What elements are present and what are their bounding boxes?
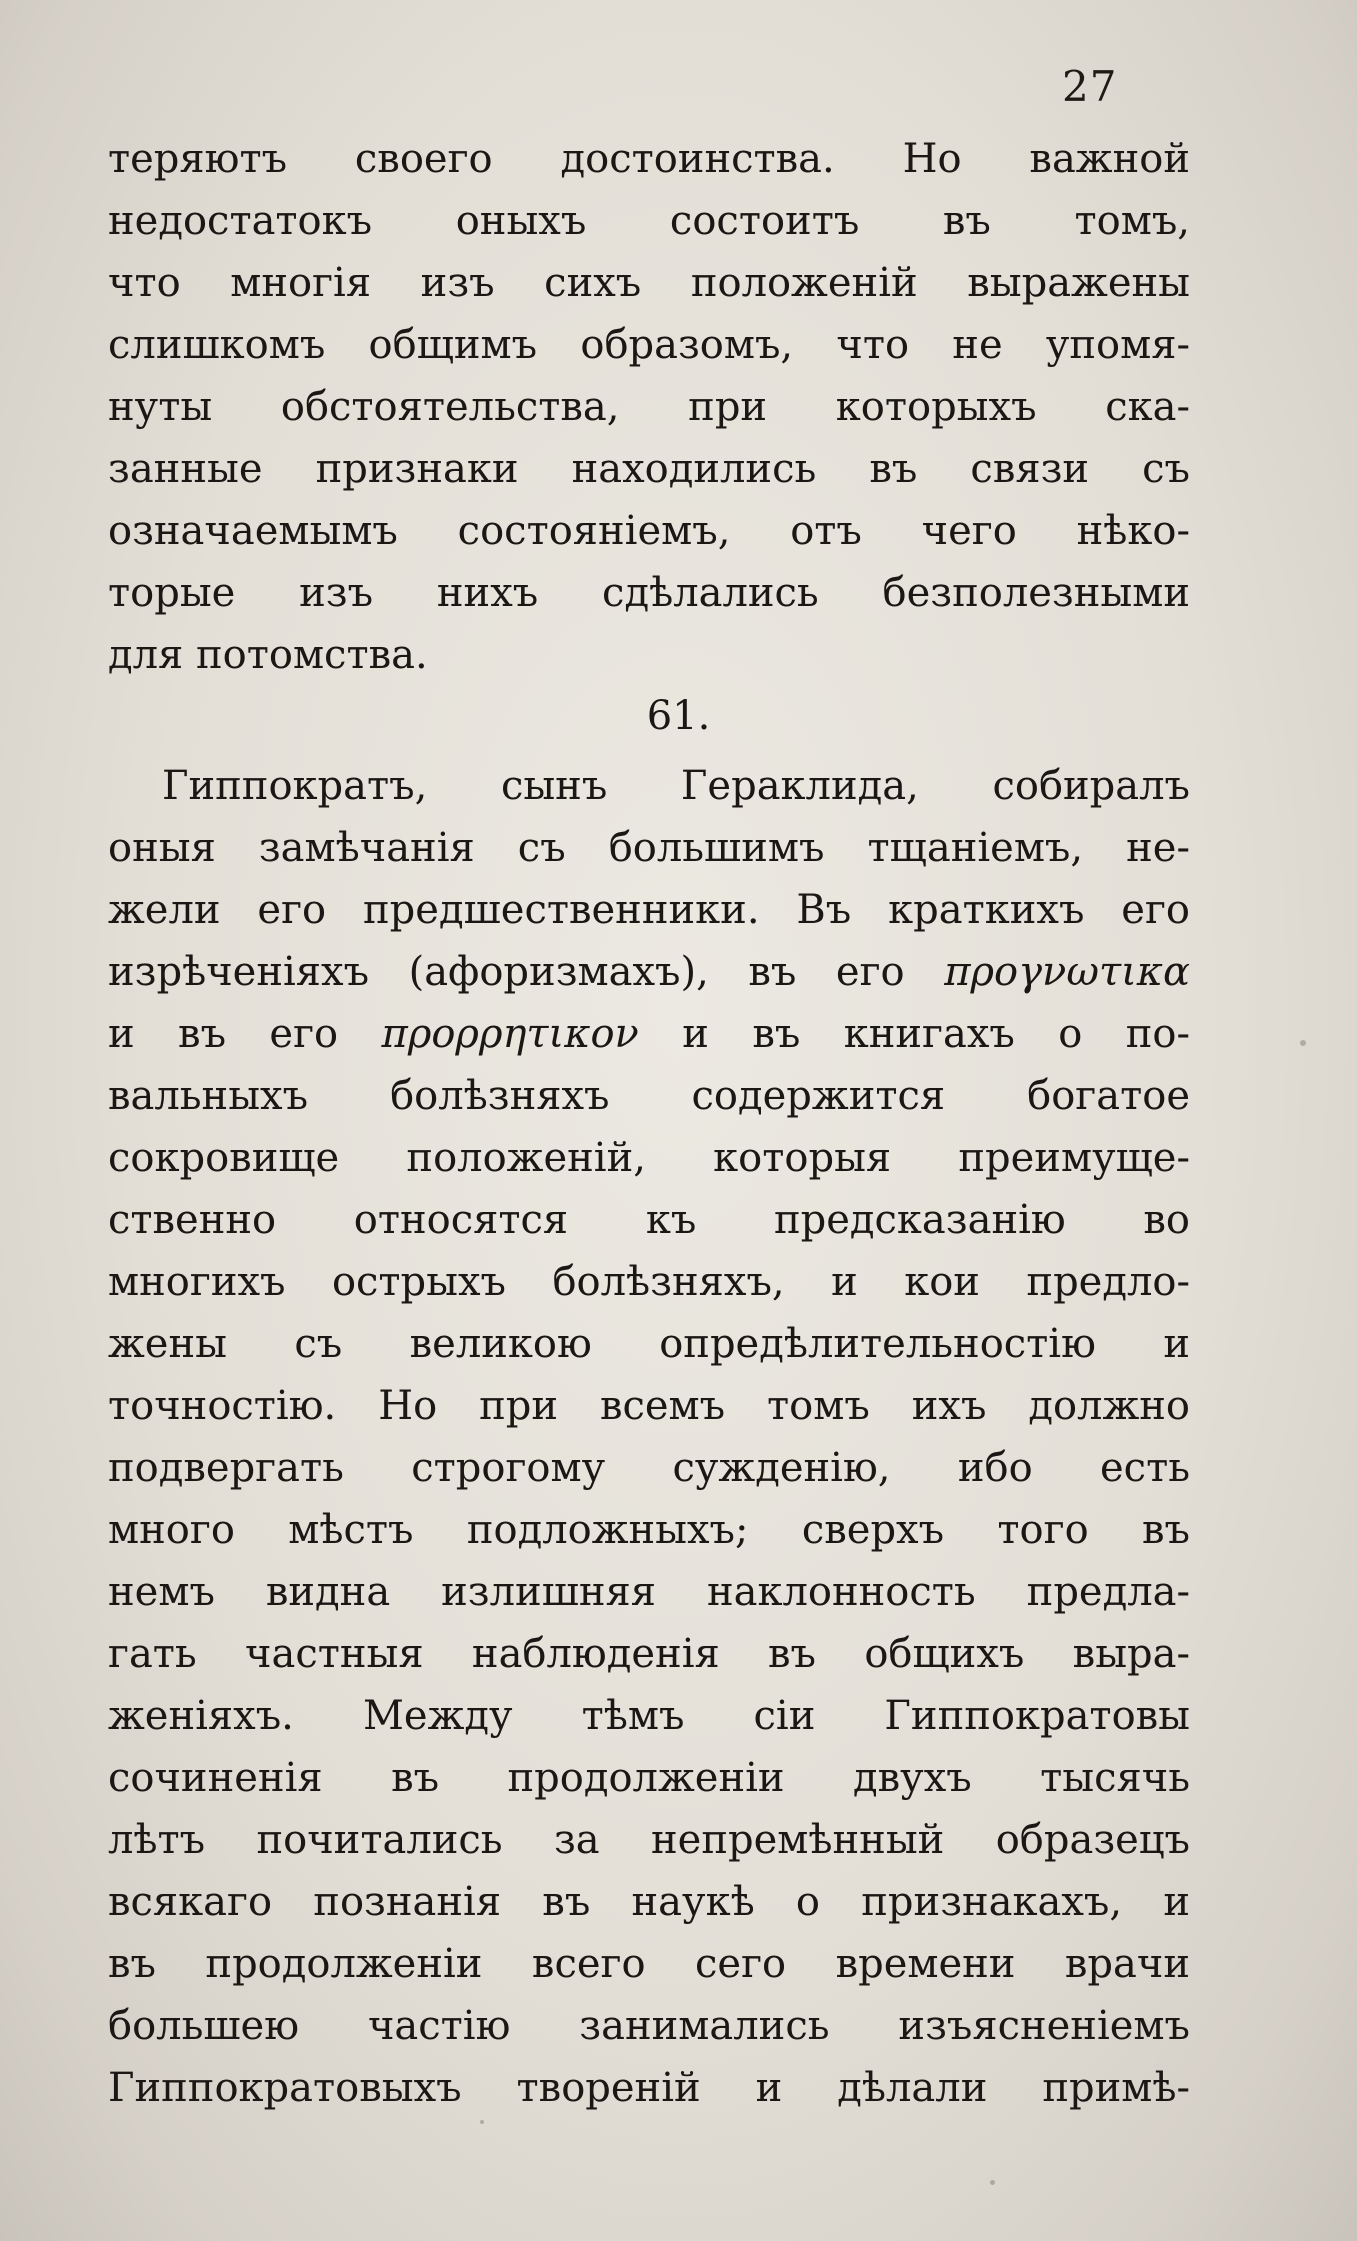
greek-term: προρρητικον (381, 1011, 639, 1057)
text-line: много мѣстъ подложныхъ; сверхъ того въ (108, 1507, 1190, 1553)
line-text: изрѣченіяхъ (афоризмахъ), въ его (108, 949, 905, 995)
text-line: женіяхъ. Между тѣмъ сіи Гиппократовы (108, 1693, 1190, 1739)
text-line: лѣтъ почитались за непремѣнный образецъ (108, 1817, 1190, 1863)
text-line: сочиненія въ продолженіи двухъ тысячь (108, 1755, 1190, 1801)
text-line: въ продолженіи всего сего времени врачи (108, 1941, 1190, 1987)
text-line: жены съ великою опредѣлительностію и (108, 1321, 1190, 1367)
text-line: сокровище положеній, которыя преимуще- (108, 1135, 1190, 1181)
text-line: теряютъ своего достоинства. Но важной (108, 136, 1190, 182)
paragraph-continued (108, 128, 1190, 686)
greek-term: προγνωτικα (944, 949, 1190, 995)
text-line-with-greek (108, 941, 1190, 1003)
text-line: жели его предшественники. Въ краткихъ его (108, 887, 1190, 933)
text-line: что многія изъ сихъ положеній выражены (108, 260, 1190, 306)
line-text: и въ книгахъ о по- (682, 1011, 1190, 1057)
text-line: подвергать строгому сужденію, ибо есть (108, 1445, 1190, 1491)
text-line: многихъ острыхъ болѣзняхъ, и кои предло- (108, 1259, 1190, 1305)
text-line: оныя замѣчанія съ большимъ тщаніемъ, не- (108, 825, 1190, 871)
ink-speck (1300, 1040, 1306, 1046)
text-line: ственно относятся къ предсказанію во (108, 1197, 1190, 1243)
text-line: большею частію занимались изъясненіемъ (108, 2003, 1190, 2049)
text-line: нуты обстоятельства, при которыхъ ска- (108, 384, 1190, 430)
text-line: Гиппократовыхъ твореній и дѣлали примѣ- (108, 2065, 1190, 2111)
paragraph-61 (108, 755, 1190, 2119)
text-line: означаемымъ состояніемъ, отъ чего нѣко- (108, 508, 1190, 554)
text-line: слишкомъ общимъ образомъ, что не упомя- (108, 322, 1190, 368)
text-line: гать частныя наблюденія въ общихъ выра- (108, 1631, 1190, 1677)
text-line-with-greek (108, 1003, 1190, 1065)
text-line: всякаго познанія въ наукѣ о признакахъ, и (108, 1879, 1190, 1925)
text-line: вальныхъ болѣзняхъ содержится богатое (108, 1073, 1190, 1119)
text-line: недостатокъ оныхъ состоитъ въ томъ, (108, 198, 1190, 244)
text-line: Гиппократъ, сынъ Гераклида, собиралъ (162, 763, 1190, 809)
section-number: 61. (646, 693, 711, 739)
text-line: точностію. Но при всемъ томъ ихъ должно (108, 1383, 1190, 1429)
text-line: торые изъ нихъ сдѣлались безполезными (108, 570, 1190, 616)
page-number: 27 (1062, 62, 1118, 111)
ink-speck (990, 2180, 995, 2185)
text-line: немъ видна излишняя наклонность предла- (108, 1569, 1190, 1615)
text-line: для потомства. (108, 632, 428, 678)
line-text: и въ его (108, 1011, 339, 1057)
ink-speck (480, 2120, 484, 2124)
text-line: занные признаки находились въ связи съ (108, 446, 1190, 492)
